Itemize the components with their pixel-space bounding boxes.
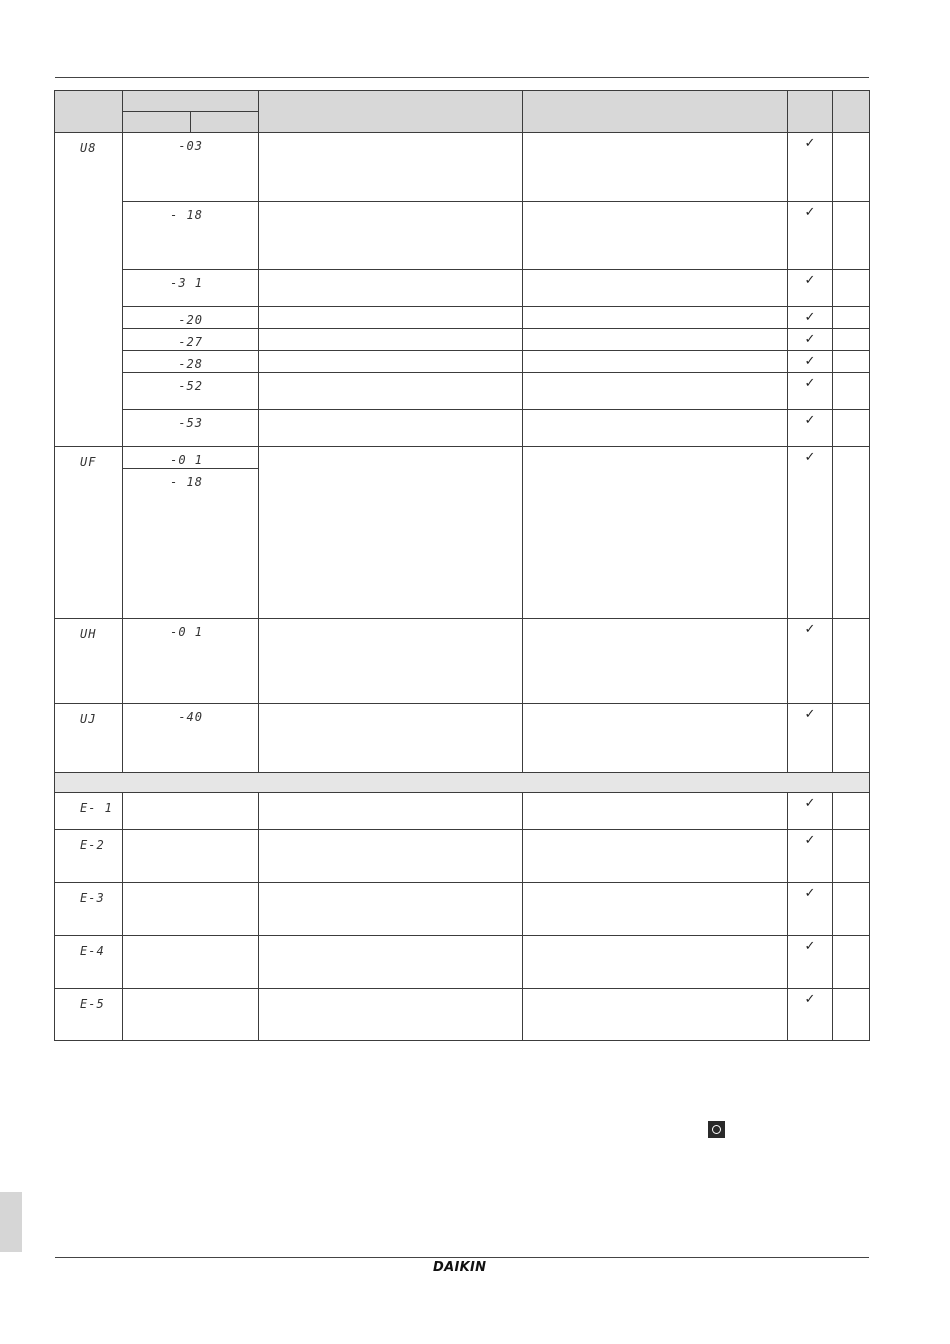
sub-code-cell	[123, 882, 259, 935]
main-code-cell	[55, 829, 123, 882]
sub-code-cell	[123, 373, 259, 410]
check-icon: ✓	[788, 307, 833, 329]
check-cell-2	[833, 988, 870, 1040]
sub-code-cell	[123, 410, 259, 447]
description-cell	[259, 270, 523, 307]
sub-code: -3 1	[170, 276, 203, 290]
table-row	[55, 373, 870, 410]
table-row	[55, 202, 870, 270]
description-cell	[259, 988, 523, 1040]
sub-code: -0 1	[170, 453, 203, 467]
table-row	[55, 410, 870, 447]
solution-cell	[523, 618, 788, 703]
sub-code-cell	[123, 307, 259, 329]
check-cell-2	[833, 829, 870, 882]
sub-code-cell	[123, 447, 259, 469]
sub-code-cell	[123, 935, 259, 988]
sub-code-cell	[123, 988, 259, 1040]
description-cell	[259, 202, 523, 270]
main-code-cell	[55, 988, 123, 1040]
check-cell-2	[833, 410, 870, 447]
main-code-cell	[55, 882, 123, 935]
main-code: E-3	[80, 890, 105, 905]
main-code: E-2	[80, 837, 105, 852]
sub-code: - 18	[170, 208, 203, 222]
solution-cell	[523, 792, 788, 829]
main-code: UJ	[80, 711, 97, 726]
sub-code-cell	[123, 329, 259, 351]
table-row	[55, 882, 870, 935]
table-row	[55, 829, 870, 882]
sub-code-cell	[123, 351, 259, 373]
main-code-cell	[55, 447, 123, 619]
check-icon: ✓	[788, 988, 833, 1040]
description-cell	[259, 329, 523, 351]
table-row	[55, 133, 870, 202]
sub-code-cell	[123, 490, 259, 618]
description-cell	[259, 307, 523, 329]
sub-code: -28	[178, 357, 203, 371]
description-cell	[259, 447, 523, 619]
daikin-logo: DAIKIN	[433, 1260, 487, 1275]
header-solution	[523, 91, 788, 133]
check-icon: ✓	[788, 882, 833, 935]
sub-code-cell	[123, 829, 259, 882]
header-row-1	[55, 91, 870, 112]
error-code-table	[54, 90, 870, 1041]
sub-code-cell	[123, 792, 259, 829]
header-sub-code	[123, 91, 259, 112]
check-cell-2	[833, 351, 870, 373]
solution-cell	[523, 373, 788, 410]
solution-cell	[523, 351, 788, 373]
check-icon: ✓	[788, 792, 833, 829]
table-row	[55, 703, 870, 772]
main-code-cell	[55, 618, 123, 703]
sub-code: -52	[178, 379, 203, 393]
section-separator-row	[55, 772, 870, 792]
check-icon: ✓	[788, 447, 833, 619]
header-sub-a	[123, 112, 191, 133]
check-icon: ✓	[788, 329, 833, 351]
solution-cell	[523, 829, 788, 882]
header-sub-b	[191, 112, 259, 133]
check-cell-2	[833, 618, 870, 703]
solution-cell	[523, 202, 788, 270]
bottom-rule	[55, 1257, 869, 1258]
check-cell-2	[833, 792, 870, 829]
header-description	[259, 91, 523, 133]
sub-code-cell	[123, 469, 259, 491]
check-icon: ✓	[788, 202, 833, 270]
main-code: E-4	[80, 943, 105, 958]
solution-cell	[523, 270, 788, 307]
header-check-2	[833, 91, 870, 133]
sub-code: -27	[178, 335, 203, 349]
description-cell	[259, 829, 523, 882]
table-row	[55, 270, 870, 307]
check-icon: ✓	[788, 935, 833, 988]
description-cell	[259, 882, 523, 935]
sub-code-cell	[123, 270, 259, 307]
circle-ring-icon	[708, 1121, 725, 1138]
check-icon: ✓	[788, 373, 833, 410]
check-icon: ✓	[788, 410, 833, 447]
check-icon: ✓	[788, 618, 833, 703]
header-main-code	[55, 91, 123, 133]
check-cell-2	[833, 703, 870, 772]
table-row	[55, 988, 870, 1040]
main-code: UH	[80, 626, 97, 641]
description-cell	[259, 618, 523, 703]
solution-cell	[523, 988, 788, 1040]
description-cell	[259, 792, 523, 829]
table-row	[55, 447, 870, 469]
sub-code: -20	[178, 313, 203, 327]
check-icon: ✓	[788, 829, 833, 882]
table-row	[55, 351, 870, 373]
check-cell-2	[833, 935, 870, 988]
table-row	[55, 792, 870, 829]
check-icon: ✓	[788, 703, 833, 772]
sub-code-cell	[123, 703, 259, 772]
solution-cell	[523, 133, 788, 202]
sub-code-cell	[123, 202, 259, 270]
table-row	[55, 618, 870, 703]
sub-code: -53	[178, 416, 203, 430]
check-cell-2	[833, 202, 870, 270]
check-cell-2	[833, 133, 870, 202]
solution-cell	[523, 703, 788, 772]
description-cell	[259, 703, 523, 772]
description-cell	[259, 373, 523, 410]
sub-code: - 18	[170, 475, 203, 489]
check-icon: ✓	[788, 133, 833, 202]
check-cell-2	[833, 882, 870, 935]
sub-code: -0 1	[170, 624, 203, 639]
description-cell	[259, 133, 523, 202]
main-code: E- 1	[80, 800, 113, 815]
solution-cell	[523, 882, 788, 935]
main-code-cell	[55, 703, 123, 772]
description-cell	[259, 410, 523, 447]
solution-cell	[523, 935, 788, 988]
check-icon: ✓	[788, 351, 833, 373]
section-separator	[55, 772, 870, 792]
check-cell-2	[833, 329, 870, 351]
solution-cell	[523, 447, 788, 619]
table-row	[55, 935, 870, 988]
solution-cell	[523, 410, 788, 447]
top-rule	[55, 77, 869, 78]
main-code: E-5	[80, 996, 105, 1011]
check-cell-2	[833, 447, 870, 619]
main-code-cell	[55, 935, 123, 988]
check-cell-2	[833, 307, 870, 329]
check-icon: ✓	[788, 270, 833, 307]
sub-code-cell	[123, 618, 259, 703]
description-cell	[259, 935, 523, 988]
main-code: U8	[80, 141, 97, 155]
table-row	[55, 329, 870, 351]
description-cell	[259, 351, 523, 373]
header-check-1	[788, 91, 833, 133]
main-code-cell	[55, 792, 123, 829]
check-cell-2	[833, 270, 870, 307]
check-cell-2	[833, 373, 870, 410]
side-tab	[0, 1192, 22, 1252]
solution-cell	[523, 307, 788, 329]
solution-cell	[523, 329, 788, 351]
main-code: UF	[80, 455, 97, 469]
table-row	[55, 307, 870, 329]
sub-code: -03	[178, 139, 203, 153]
sub-code-cell	[123, 133, 259, 202]
sub-code: -40	[178, 709, 203, 724]
main-code-cell	[55, 133, 123, 447]
